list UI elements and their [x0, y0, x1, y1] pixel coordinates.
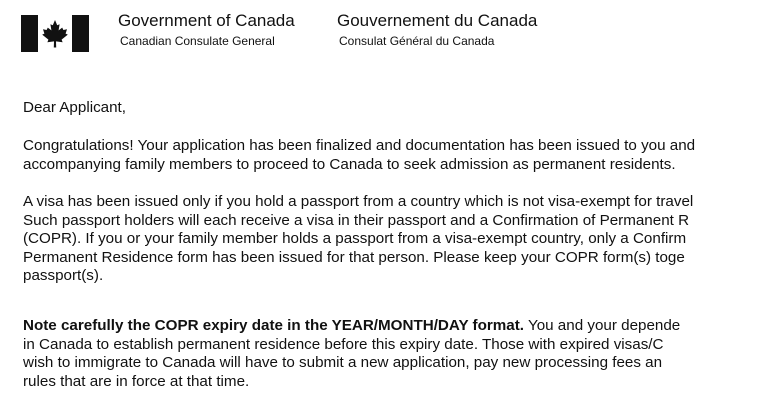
copr-expiry-note: Note carefully the COPR expiry date in the YEAR/MONTH/DAY format.	[23, 317, 525, 334]
paragraph-line: passport(s).	[23, 267, 104, 284]
header-subtitle-fr: Consulat Général du Canada	[339, 34, 495, 48]
header-subtitle-en: Canadian Consulate General	[120, 34, 275, 48]
paragraph-congratulations	[23, 137, 695, 174]
paragraph-line: accompanying family members to proceed to Canada to seek admission as permanent residents.	[23, 155, 676, 173]
paragraph-line: A visa has been issued only if you hold a passport from a country which is not visa-exempt for travel	[23, 193, 694, 210]
maple-leaf-icon	[42, 20, 68, 48]
header-title-fr: Gouvernement du Canada	[337, 11, 538, 30]
paragraph-line: Congratulations! Your application has been finalized and documentation has been issued to you and	[23, 137, 696, 154]
paragraph-line: wish to immigrate to Canada will have to submit a new application, pay new processing fees an	[23, 354, 663, 371]
paragraph-line: Permanent Residence form has been issued for that person. Please keep your COPR form(s) toge	[23, 248, 685, 266]
paragraph-line: (COPR). If you or your family member holds a passport from a visa-exempt country, only a Confirm	[23, 230, 687, 247]
paragraph-line: Such passport holders will each receive a visa in their passport and a Confirmation of Permanent R	[23, 211, 690, 229]
paragraph-line	[23, 317, 680, 336]
header-title-en: Government of Canada	[118, 11, 295, 30]
paragraph-copr-expiry	[23, 317, 680, 391]
salutation: Dear Applicant,	[23, 99, 126, 116]
copr-expiry-rest: You and your depende	[524, 317, 681, 334]
canada-flag-icon	[21, 15, 89, 52]
paragraph-line: in Canada to establish permanent residence before this expiry date. Those with expired visas/C	[23, 335, 664, 353]
paragraph-line: rules that are in force at that time.	[23, 372, 250, 390]
paragraph-visa-info	[23, 193, 693, 286]
